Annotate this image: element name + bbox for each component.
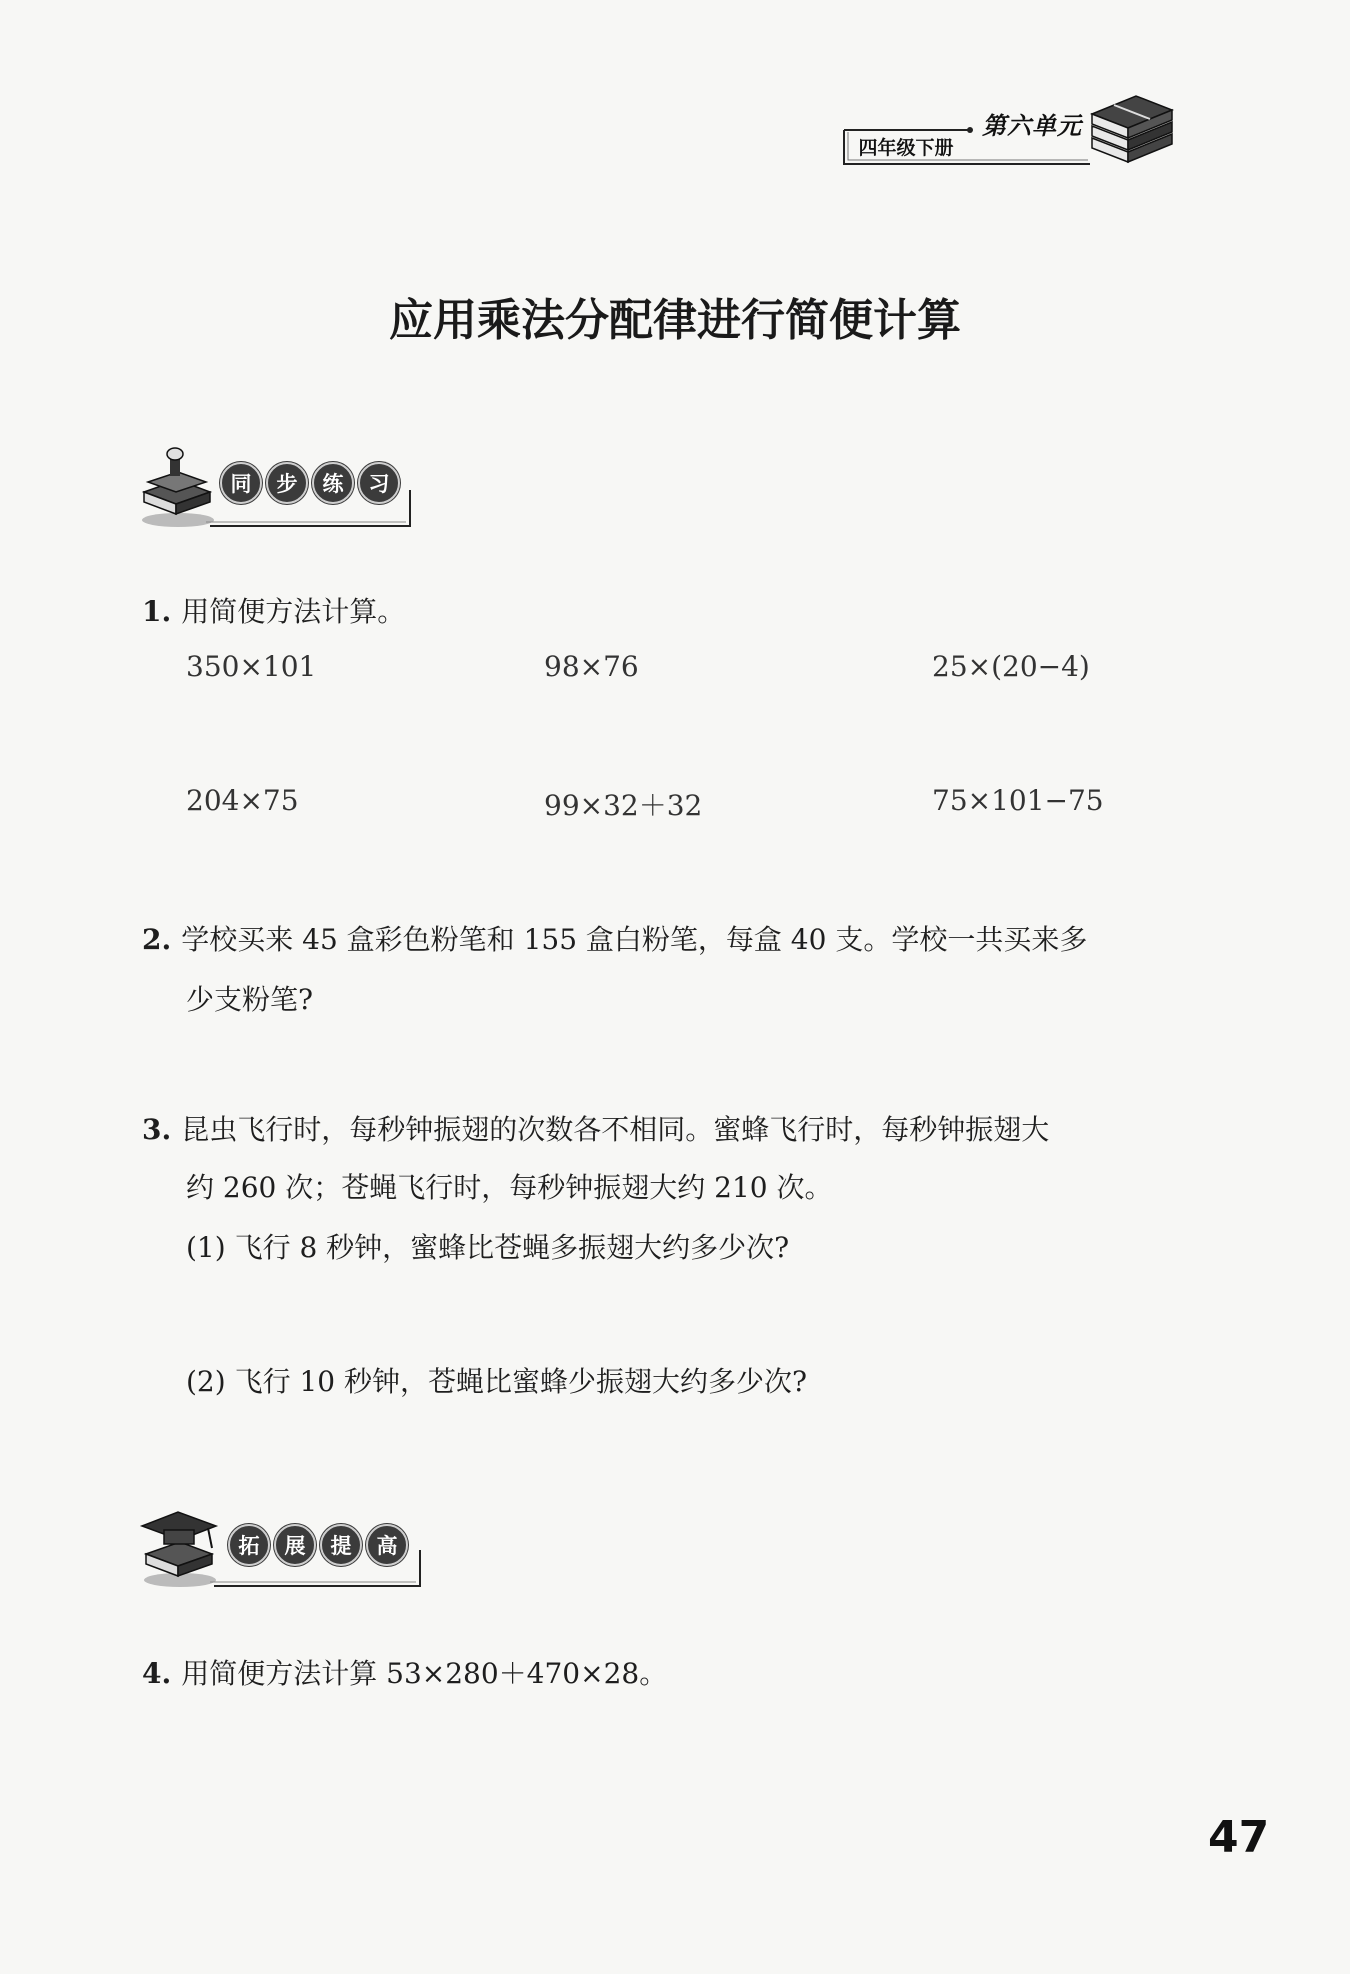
section-extension-title (228, 1524, 408, 1566)
question-text-continued: 少支粉笔? (186, 983, 314, 1016)
section-char: 拓 (228, 1524, 270, 1566)
expression: 99×32＋32 (544, 789, 703, 822)
question-number: 4. (142, 1657, 172, 1690)
expression: 98×76 (544, 650, 639, 683)
question-4 (142, 1652, 667, 1692)
question-2 (142, 918, 1087, 958)
section-char: 高 (366, 1524, 408, 1566)
sub-question-1: (1) 飞行 8 秒钟，蜜蜂比苍蝇多振翅大约多少次? (186, 1231, 790, 1264)
section-char: 步 (266, 462, 308, 504)
question-number: 1. (142, 595, 172, 628)
grade-label: 四年级下册 (858, 136, 954, 159)
question-text: 昆虫飞行时，每秒钟振翅的次数各不相同。蜜蜂飞行时，每秒钟振翅大 (181, 1113, 1050, 1146)
question-1 (142, 590, 405, 630)
question-text: 用简便方法计算 53×280＋470×28。 (181, 1657, 668, 1690)
expression: 25×(20−4) (932, 650, 1090, 683)
section-char: 展 (274, 1524, 316, 1566)
expression: 75×101−75 (932, 784, 1104, 817)
section-sync-title (220, 462, 400, 504)
question-3 (142, 1108, 1049, 1148)
section-char: 提 (320, 1524, 362, 1566)
section-char: 同 (220, 462, 262, 504)
question-number: 2. (142, 923, 172, 956)
expression: 204×75 (186, 784, 299, 817)
expression: 350×101 (186, 650, 317, 683)
section-char: 练 (312, 462, 354, 504)
sub-question-2: (2) 飞行 10 秒钟，苍蝇比蜜蜂少振翅大约多少次? (186, 1365, 808, 1398)
question-text: 学校买来 45 盒彩色粉笔和 155 盒白粉笔，每盒 40 支。学校一共买来多 (181, 923, 1088, 956)
question-number: 3. (142, 1113, 172, 1146)
question-text: 用简便方法计算。 (181, 595, 406, 628)
page-number: 47 (1208, 1812, 1270, 1863)
unit-label: 第六单元 (982, 112, 1082, 140)
page-title: 应用乘法分配律进行简便计算 (389, 295, 961, 346)
section-char: 习 (358, 462, 400, 504)
question-text-continued: 约 260 次；苍蝇飞行时，每秒钟振翅大约 210 次。 (186, 1171, 833, 1204)
